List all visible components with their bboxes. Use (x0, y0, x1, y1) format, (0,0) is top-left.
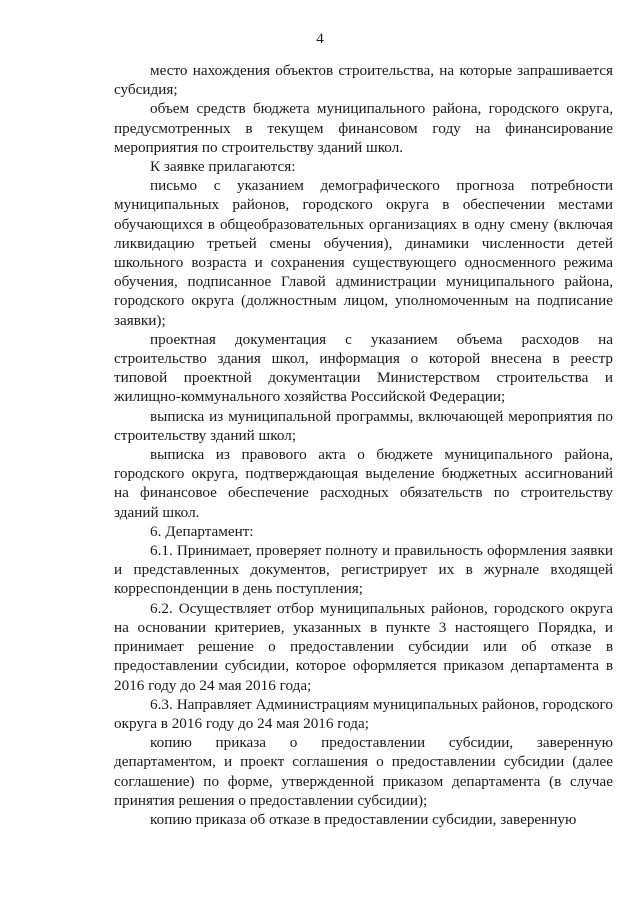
document-body (114, 61, 613, 829)
paragraph: объем средств бюджета муниципального района, городского округа, предусмотренных в текущем финансовом году на финансирование мероприятия по строительству зданий школ. (114, 100, 613, 156)
paragraph: копию приказа о предоставлении субсидии, заверенную департаментом, и проект соглашения о предоставлении субсидии (далее соглашение) по форме, утвержденной приказом департамента (в случае принятия решения о предоставлении субсидии); (114, 734, 613, 809)
paragraph: 6.3. Направляет Администрациям муниципальных районов, городского округа в 2016 году до 24 мая 2016 года; (114, 695, 613, 732)
paragraph: место нахождения объектов строительства, на которые запрашивается субсидия; (114, 62, 613, 99)
paragraph: выписка из муниципальной программы, включающей мероприятия по строительству зданий школ; (114, 407, 613, 444)
paragraph: К заявке прилагаются: (150, 158, 296, 176)
paragraph: письмо с указанием демографического прогноза потребности муниципальных районов, городского округа в обеспечении местами обучающихся в общеобразовательных организациях в одну смену (включая ликвидацию третьей смены обучения), динамики численности детей школьного возраста и сохранения существующего односменного режима обучения, подписанное Главой администрации муниципального района, городского округа (должностным лицом, уполномоченным на подписание заявки); (114, 177, 613, 329)
paragraph: 6. Департамент: (150, 522, 254, 540)
paragraph: 6.2. Осуществляет отбор муниципальных районов, городского округа на основании критериев, указанных в пункте 3 настоящего Порядка, и принимает решение о предоставлении субсидии или об отказе в предоставлении субсидии, которое оформляется приказом департамента в 2016 году до 24 мая 2016 года; (114, 599, 613, 694)
paragraph: выписка из правового акта о бюджете муниципального района, городского округа, подтверждающая выделение бюджетных ассигнований на финансовое обеспечение расходных обязательств по строительству зданий школ. (114, 446, 613, 521)
page-number: 4 (316, 31, 324, 47)
paragraph: 6.1. Принимает, проверяет полноту и правильность оформления заявки и представленных документов, регистрирует их в журнале входящей корреспонденции в день поступления; (114, 542, 613, 598)
paragraph: проектная документация с указанием объема расходов на строительство здания школ, информация о которой внесена в реестр типовой проектной документации Министерством строительства и жилищно-коммунального хозяйства Российской Федерации; (114, 330, 613, 406)
paragraph: копию приказа об отказе в предоставлении субсидии, заверенную (150, 810, 577, 828)
